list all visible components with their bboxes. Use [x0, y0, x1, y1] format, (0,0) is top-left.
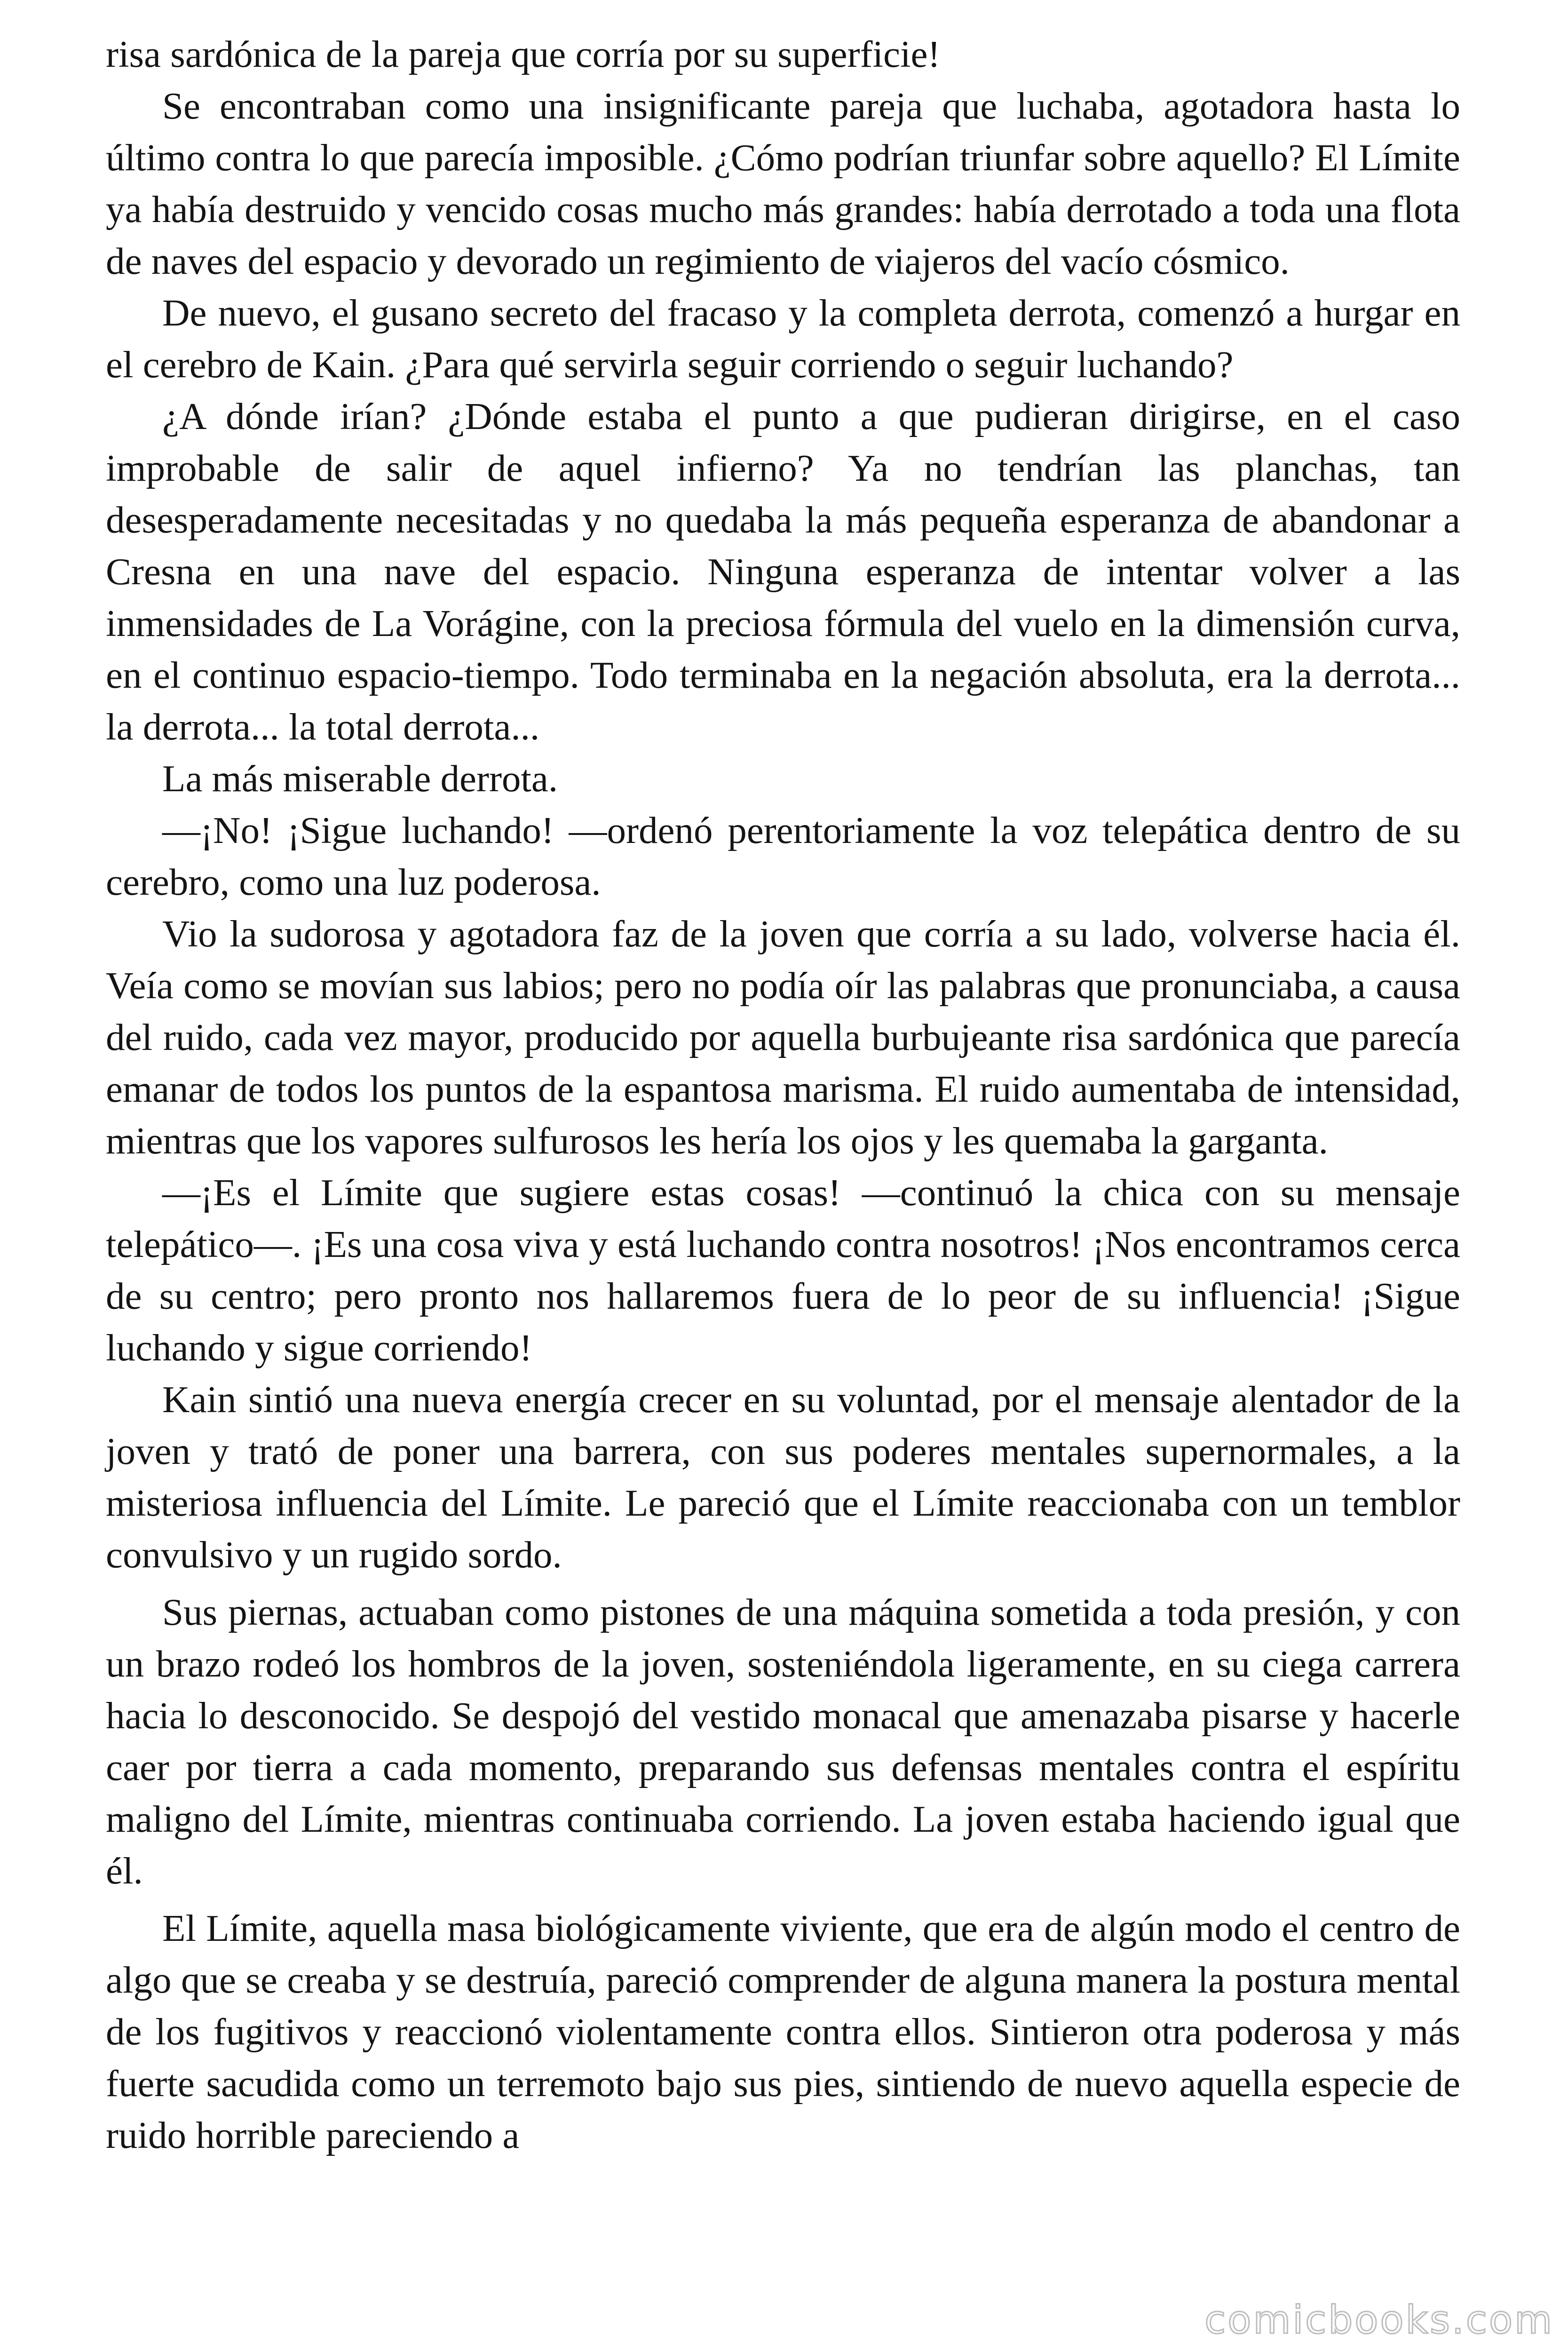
- book-page: [106, 28, 1460, 2161]
- paragraph-1: risa sardónica de la pareja que corría por su superficie!: [106, 33, 941, 75]
- paragraph-8: —¡Es el Límite que sugiere estas cosas! —continuó la chica con su mensaje telepático—. ¡Es una cosa viva y está luchando contra nosotros! ¡Nos encontramos cerca de su centro; pero pronto nos hallaremos fuera de lo peor de su influencia! ¡Sigue luchando y sigue corriendo!: [106, 1171, 1460, 1369]
- paragraph-3: De nuevo, el gusano secreto del fracaso y la completa derrota, comenzó a hurgar en el cerebro de Kain. ¿Para qué servirla seguir corriendo o seguir luchando?: [106, 292, 1460, 386]
- paragraph-11: El Límite, aquella masa biológicamente viviente, que era de algún modo el centro de algo que se creaba y se destruía, pareció comprender de alguna manera la postura mental de los fugitivos y reaccionó violentamente contra ellos. Sintieron otra poderosa y más fuerte sacudida como un terremoto bajo sus pies, sintiendo de nuevo aquella especie de ruido horrible pareciendo a: [106, 1907, 1460, 2156]
- paragraph-4: ¿A dónde irían? ¿Dónde estaba el punto a que pudieran dirigirse, en el caso improbable de salir de aquel infierno? Ya no tendrían las planchas, tan desesperadamente necesitadas y no quedaba la más pequeña esperanza de abandonar a Cresna en una nave del espacio. Ninguna esperanza de intentar volver a las inmensidades de La Vorágine, con la preciosa fórmula del vuelo en la dimensión curva, en el continuo espacio-tiempo. Todo terminaba en la negación absoluta, era la derrota... la derrota... la total derrota...: [106, 395, 1460, 748]
- watermark: comicbooks.com: [1204, 2298, 1554, 2343]
- paragraph-2: Se encontraban como una insignificante pareja que luchaba, agotadora hasta lo último contra lo que parecía imposible. ¿Cómo podrían triunfar sobre aquello? El Límite ya había destruido y vencido cosas mucho más grandes: había derrotado a toda una flota de naves del espacio y devorado un regimiento de viajeros del vacío cósmico.: [106, 85, 1460, 282]
- paragraph-10: Sus piernas, actuaban como pistones de una máquina sometida a toda presión, y con un brazo rodeó los hombros de la joven, sosteniéndola ligeramente, en su ciega carrera hacia lo desconocido. Se despojó del vestido monacal que amenazaba pisarse y hacerle caer por tierra a cada momento, preparando sus defensas mentales contra el espíritu maligno del Límite, mientras continuaba corriendo. La joven estaba haciendo igual que él.: [106, 1591, 1460, 1892]
- paragraph-6: —¡No! ¡Sigue luchando! —ordenó perentoriamente la voz telepática dentro de su cerebro, como una luz poderosa.: [106, 809, 1460, 903]
- paragraph-9: Kain sintió una nueva energía crecer en su voluntad, por el mensaje alentador de la joven y trató de poner una barrera, con sus poderes mentales supernormales, a la misteriosa influencia del Límite. Le pareció que el Límite reaccionaba con un temblor convulsivo y un rugido sordo.: [106, 1378, 1460, 1576]
- paragraph-5: La más miserable derrota.: [162, 757, 558, 800]
- paragraph-7: Vio la sudorosa y agotadora faz de la joven que corría a su lado, volverse hacia él. Veía como se movían sus labios; pero no podía oír las palabras que pronunciaba, a causa del ruido, cada vez mayor, producido por aquella burbujeante risa sardónica que parecía emanar de todos los puntos de la espantosa marisma. El ruido aumentaba de intensidad, mientras que los vapores sulfurosos les hería los ojos y les quemaba la garganta.: [106, 913, 1460, 1162]
